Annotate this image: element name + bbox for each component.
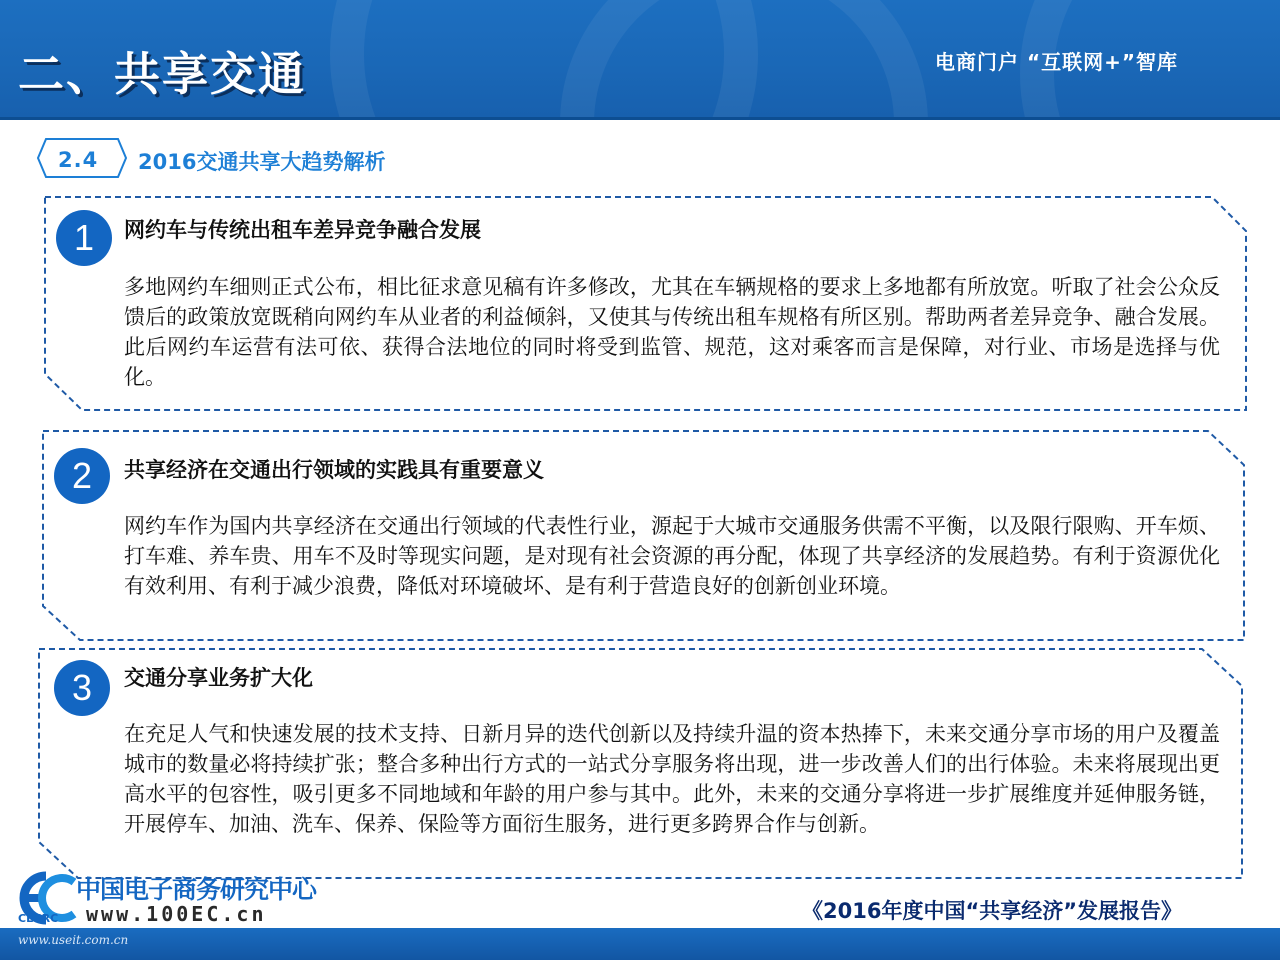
card-title: 共享经济在交通出行领域的实践具有重要意义 — [124, 458, 544, 482]
decorative-swirl — [560, 0, 928, 117]
card-body: 多地网约车细则正式公布，相比征求意见稿有许多修改，尤其在车辆规格的要求上多地都有所放宽。听取了社会公众反馈后的政策放宽既稍向网约车从业者的利益倾斜，又使其与传统出租车规格有所区别。帮助两者差异竞争、融合发展。此后网约车运营有法可依、获得合法地位的同时将受到监管、规范，这对乘客而言是保障，对行业、市场是选择与优化。 — [124, 275, 1220, 389]
org-name: 中国电子商务研究中心 — [76, 875, 317, 904]
section-title: 2016交通共享大趋势解析 — [138, 150, 386, 174]
trend-card-1 — [44, 196, 1248, 412]
footer-bar — [0, 928, 1280, 960]
report-title: 《2016年度中国“共享经济”发展报告》 — [802, 899, 1183, 923]
header-divider — [0, 117, 1280, 120]
org-url: www.100EC.cn — [86, 902, 267, 926]
trend-card-2 — [42, 430, 1246, 642]
header-banner — [0, 0, 1280, 117]
number-badge: 1 — [56, 210, 112, 266]
brand-tagline: 电商门户 “互联网+”智库 — [935, 50, 1179, 74]
org-abbr: CECRC — [18, 912, 59, 925]
card-body: 在充足人气和快速发展的技术支持、日新月异的迭代创新以及持续升温的资本热捧下，未来交通分享市场的用户及覆盖城市的数量必将持续扩张；整合多种出行方式的一站式分享服务将出现，进一步改善人们的出行体验。未来将展现出更高水平的包容性，吸引更多不同地域和年龄的用户参与其中。此外，未来的交通分享将进一步扩展维度并延伸服务链，开展停车、加油、洗车、保养、保险等方面衍生服务，进行更多跨界合作与创新。 — [124, 722, 1220, 836]
number-badge: 3 — [54, 660, 110, 716]
card-title: 交通分享业务扩大化 — [124, 666, 313, 690]
trend-card-3 — [38, 648, 1244, 880]
card-title: 网约车与传统出租车差异竞争融合发展 — [124, 218, 481, 242]
number-badge: 2 — [54, 448, 110, 504]
card-body: 网约车作为国内共享经济在交通出行领域的代表性行业，源起于大城市交通服务供需不平衡，以及限行限购、开车烦、打车难、养车贵、用车不及时等现实问题，是对现有社会资源的再分配，体现了共享经济的发展趋势。有利于资源优化有效利用、有利于减少浪费，降低对环境破坏、是有利于营造良好的创新创业环境。 — [124, 514, 1220, 598]
watermark: www.useit.com.cn — [18, 933, 129, 947]
page-title: 二、共享交通 — [18, 47, 306, 101]
section-number: 2.4 — [58, 148, 99, 172]
